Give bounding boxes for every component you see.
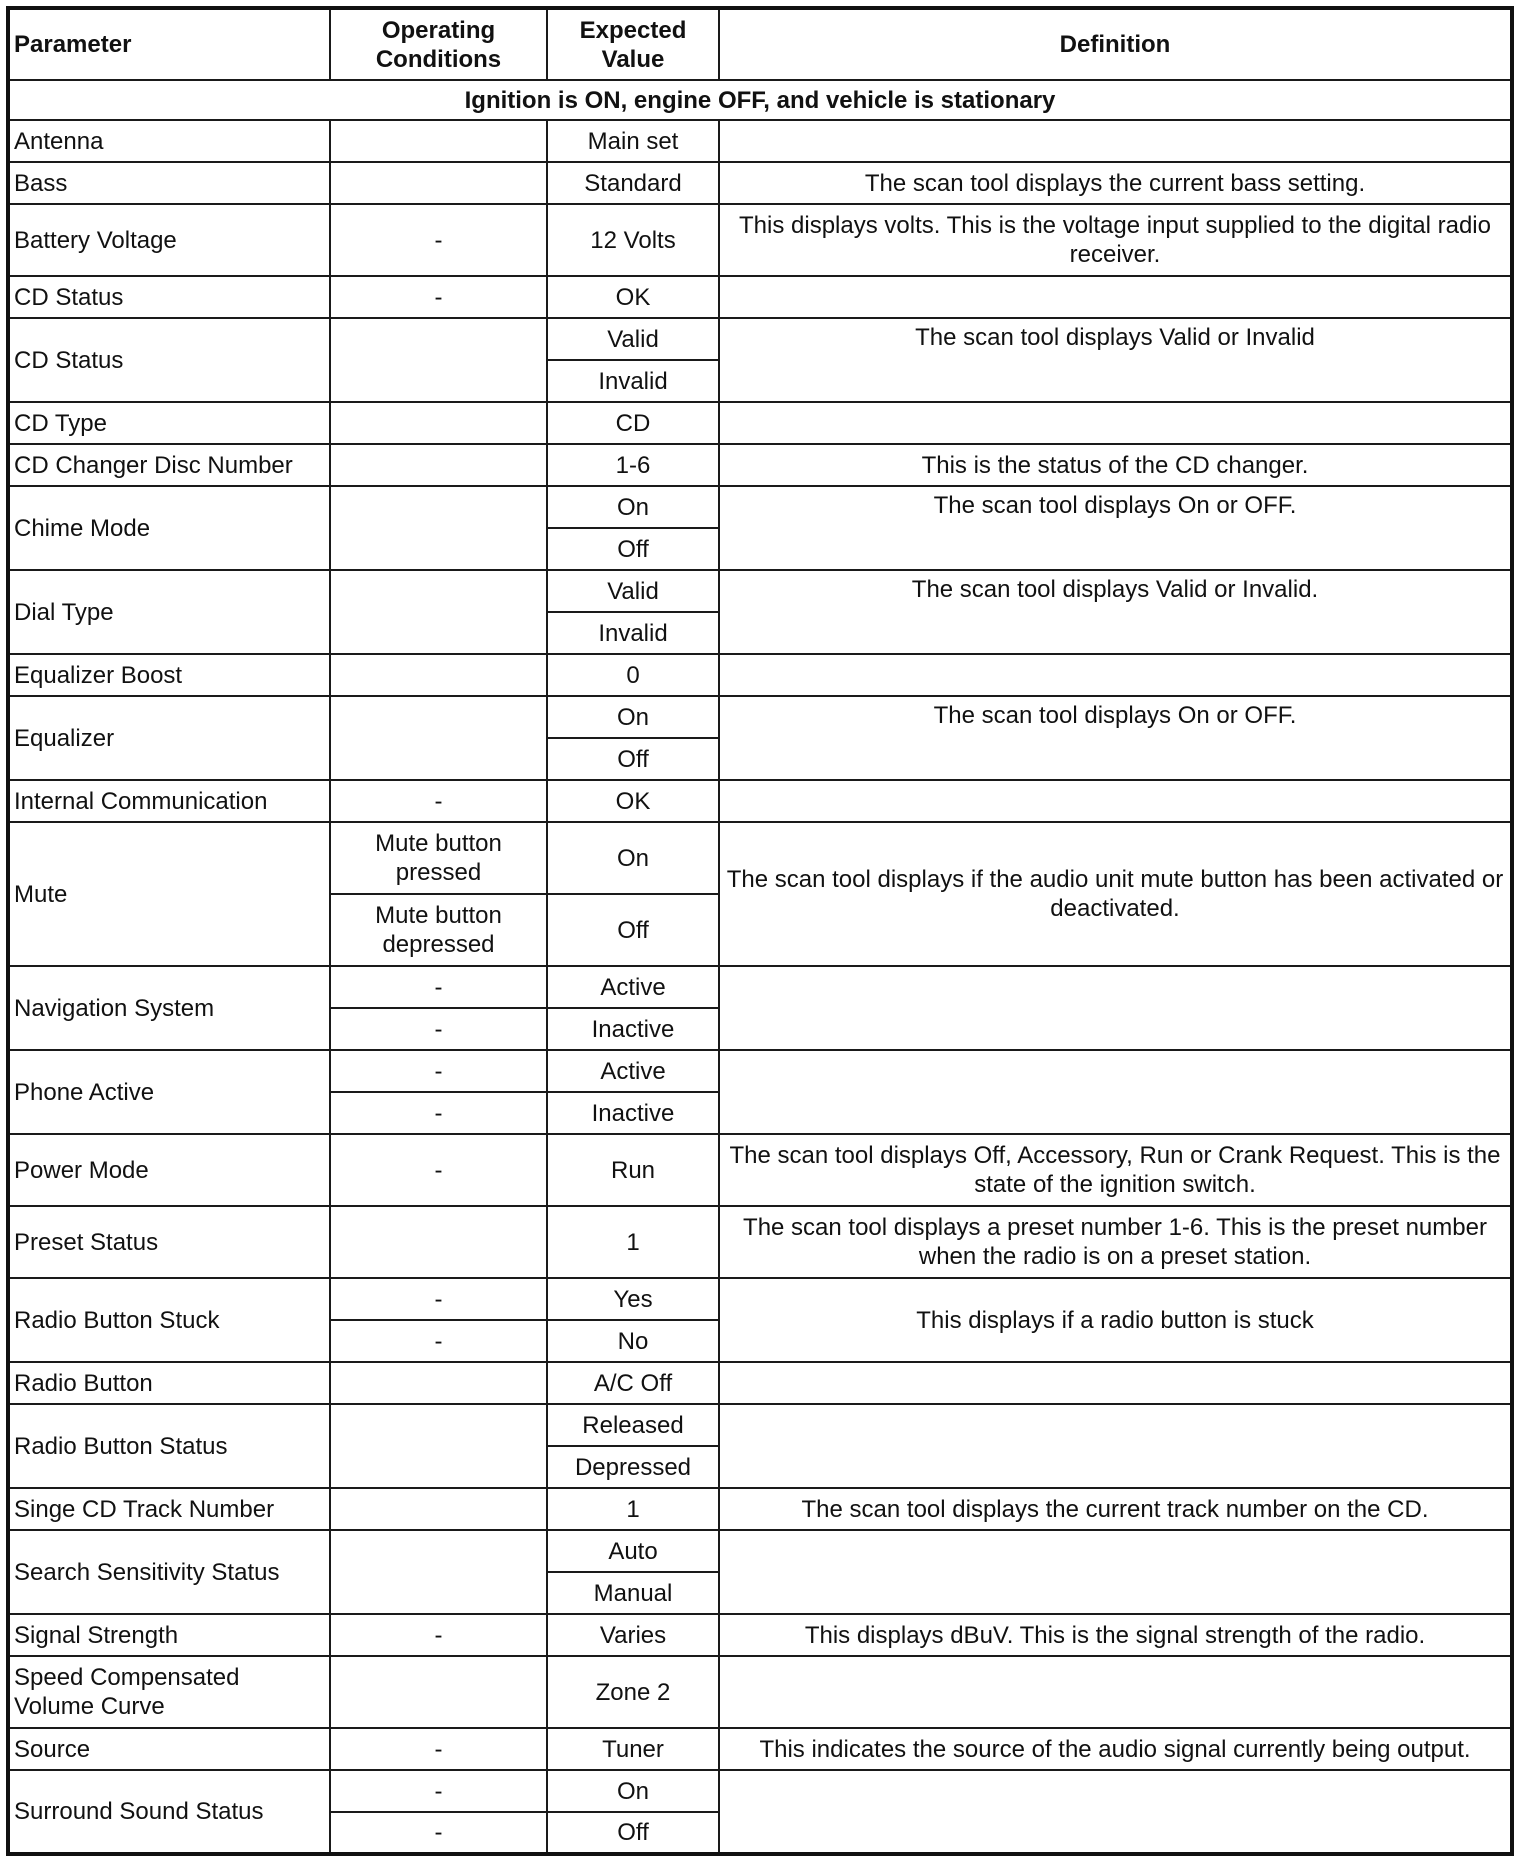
expected-value-cell: 1-6: [547, 444, 719, 486]
definition-cell: This displays dBuV. This is the signal strength of the radio.: [719, 1614, 1512, 1656]
expected-value-cell: 1: [547, 1488, 719, 1530]
operating-conditions-cell: [330, 120, 547, 162]
expected-value-cell: On: [547, 1770, 719, 1812]
expected-value-cell: OK: [547, 780, 719, 822]
table-row: [8, 1530, 1512, 1572]
definition-cell: [719, 120, 1512, 162]
definition-cell: The scan tool displays a preset number 1-6. This is the preset number when the radio is on a preset station.: [719, 1206, 1512, 1278]
operating-conditions-cell: [330, 1488, 547, 1530]
operating-conditions-cell: -: [330, 276, 547, 318]
parameter-cell: Battery Voltage: [8, 204, 330, 276]
expected-value-cell: Active: [547, 1050, 719, 1092]
definition-cell: The scan tool displays Valid or Invalid.: [719, 570, 1512, 654]
expected-value-cell: Depressed: [547, 1446, 719, 1488]
expected-value-cell: Off: [547, 894, 719, 966]
table-row: [8, 1404, 1512, 1446]
definition-cell: [719, 1770, 1512, 1854]
table-header-row: [8, 8, 1512, 80]
expected-value-cell: Standard: [547, 162, 719, 204]
parameter-cell: Search Sensitivity Status: [8, 1530, 330, 1614]
table-row: [8, 486, 1512, 528]
parameter-cell: CD Status: [8, 276, 330, 318]
parameter-cell: Internal Communication: [8, 780, 330, 822]
expected-value-cell: On: [547, 822, 719, 894]
header-expected-value: Expected Value: [547, 8, 719, 80]
parameter-cell: Source: [8, 1728, 330, 1770]
definition-cell: This is the status of the CD changer.: [719, 444, 1512, 486]
definition-cell: The scan tool displays the current track number on the CD.: [719, 1488, 1512, 1530]
definition-cell: [719, 402, 1512, 444]
expected-value-cell: 12 Volts: [547, 204, 719, 276]
definition-cell: The scan tool displays Off, Accessory, Run or Crank Request. This is the state of the ignition switch.: [719, 1134, 1512, 1206]
table-row: [8, 276, 1512, 318]
expected-value-cell: Yes: [547, 1278, 719, 1320]
expected-value-cell: On: [547, 696, 719, 738]
parameter-cell: Radio Button Stuck: [8, 1278, 330, 1362]
table-row: [8, 1206, 1512, 1278]
operating-conditions-cell: -: [330, 204, 547, 276]
section-row: [8, 80, 1512, 120]
table-row: [8, 1770, 1512, 1812]
table-row: [8, 162, 1512, 204]
table-row: [8, 1050, 1512, 1092]
definition-cell: The scan tool displays On or OFF.: [719, 486, 1512, 570]
definition-cell: [719, 1656, 1512, 1728]
parameter-cell: Radio Button: [8, 1362, 330, 1404]
operating-conditions-cell: -: [330, 780, 547, 822]
table-row: [8, 204, 1512, 276]
expected-value-cell: Run: [547, 1134, 719, 1206]
expected-value-cell: A/C Off: [547, 1362, 719, 1404]
definition-cell: The scan tool displays if the audio unit mute button has been activated or deactivated.: [719, 822, 1512, 966]
expected-value-cell: No: [547, 1320, 719, 1362]
definition-cell: [719, 1404, 1512, 1488]
table-row: [8, 780, 1512, 822]
expected-value-cell: Tuner: [547, 1728, 719, 1770]
header-definition: Definition: [719, 8, 1512, 80]
operating-conditions-cell: [330, 486, 547, 570]
table-row: [8, 1362, 1512, 1404]
definition-cell: [719, 966, 1512, 1050]
expected-value-cell: OK: [547, 276, 719, 318]
expected-value-cell: 0: [547, 654, 719, 696]
parameter-cell: Bass: [8, 162, 330, 204]
definition-cell: This displays volts. This is the voltage input supplied to the digital radio receiver.: [719, 204, 1512, 276]
definition-cell: This indicates the source of the audio signal currently being output.: [719, 1728, 1512, 1770]
expected-value-cell: Invalid: [547, 360, 719, 402]
expected-value-cell: 1: [547, 1206, 719, 1278]
expected-value-cell: Invalid: [547, 612, 719, 654]
operating-conditions-cell: -: [330, 1278, 547, 1320]
operating-conditions-cell: -: [330, 1770, 547, 1812]
definition-cell: The scan tool displays Valid or Invalid: [719, 318, 1512, 402]
expected-value-cell: Auto: [547, 1530, 719, 1572]
parameter-cell: Navigation System: [8, 966, 330, 1050]
table-row: [8, 402, 1512, 444]
operating-conditions-cell: -: [330, 1092, 547, 1134]
operating-conditions-cell: Mute button depressed: [330, 894, 547, 966]
table-row: [8, 822, 1512, 894]
operating-conditions-cell: -: [330, 966, 547, 1008]
operating-conditions-cell: [330, 444, 547, 486]
expected-value-cell: Released: [547, 1404, 719, 1446]
parameter-cell: Singe CD Track Number: [8, 1488, 330, 1530]
expected-value-cell: Active: [547, 966, 719, 1008]
expected-value-cell: On: [547, 486, 719, 528]
operating-conditions-cell: [330, 696, 547, 780]
parameter-cell: CD Status: [8, 318, 330, 402]
table-row: [8, 318, 1512, 360]
operating-conditions-cell: [330, 1362, 547, 1404]
definition-cell: [719, 780, 1512, 822]
parameter-cell: Phone Active: [8, 1050, 330, 1134]
parameter-cell: Equalizer Boost: [8, 654, 330, 696]
header-operating-conditions: Operating Conditions: [330, 8, 547, 80]
expected-value-cell: CD: [547, 402, 719, 444]
parameter-cell: CD Changer Disc Number: [8, 444, 330, 486]
operating-conditions-cell: -: [330, 1320, 547, 1362]
parameter-cell: CD Type: [8, 402, 330, 444]
expected-value-cell: Inactive: [547, 1008, 719, 1050]
parameter-cell: Equalizer: [8, 696, 330, 780]
table-row: [8, 1488, 1512, 1530]
expected-value-cell: Off: [547, 738, 719, 780]
parameter-cell: Speed Compensated Volume Curve: [8, 1656, 330, 1728]
operating-conditions-cell: [330, 570, 547, 654]
operating-conditions-cell: -: [330, 1050, 547, 1092]
parameter-cell: Dial Type: [8, 570, 330, 654]
definition-cell: [719, 1362, 1512, 1404]
expected-value-cell: Off: [547, 1812, 719, 1854]
parameter-cell: Chime Mode: [8, 486, 330, 570]
table-row: [8, 1134, 1512, 1206]
definition-cell: [719, 654, 1512, 696]
parameter-cell: Mute: [8, 822, 330, 966]
expected-value-cell: Manual: [547, 1572, 719, 1614]
table-row: [8, 966, 1512, 1008]
parameter-cell: Preset Status: [8, 1206, 330, 1278]
operating-conditions-cell: -: [330, 1812, 547, 1854]
operating-conditions-cell: [330, 654, 547, 696]
table-row: [8, 696, 1512, 738]
table-row: [8, 570, 1512, 612]
operating-conditions-cell: -: [330, 1134, 547, 1206]
operating-conditions-cell: -: [330, 1614, 547, 1656]
definition-cell: [719, 1050, 1512, 1134]
table-row: [8, 1656, 1512, 1728]
table-row: [8, 654, 1512, 696]
operating-conditions-cell: [330, 1404, 547, 1488]
operating-conditions-cell: [330, 1530, 547, 1614]
scan-tool-data-table: [6, 6, 1514, 1856]
expected-value-cell: Zone 2: [547, 1656, 719, 1728]
diagnostic-data-sheet: [6, 6, 1510, 1856]
operating-conditions-cell: [330, 162, 547, 204]
operating-conditions-cell: [330, 1206, 547, 1278]
operating-conditions-cell: [330, 1656, 547, 1728]
table-row: [8, 1728, 1512, 1770]
table-row: [8, 1278, 1512, 1320]
definition-cell: [719, 1530, 1512, 1614]
section-heading: Ignition is ON, engine OFF, and vehicle is stationary: [8, 80, 1512, 120]
definition-cell: The scan tool displays the current bass setting.: [719, 162, 1512, 204]
definition-cell: This displays if a radio button is stuck: [719, 1278, 1512, 1362]
operating-conditions-cell: -: [330, 1728, 547, 1770]
parameter-cell: Antenna: [8, 120, 330, 162]
expected-value-cell: Off: [547, 528, 719, 570]
expected-value-cell: Varies: [547, 1614, 719, 1656]
table-row: [8, 120, 1512, 162]
expected-value-cell: Inactive: [547, 1092, 719, 1134]
table-row: [8, 444, 1512, 486]
parameter-cell: Surround Sound Status: [8, 1770, 330, 1854]
table-row: [8, 1614, 1512, 1656]
header-parameter: Parameter: [8, 8, 330, 80]
operating-conditions-cell: [330, 402, 547, 444]
parameter-cell: Power Mode: [8, 1134, 330, 1206]
parameter-cell: Signal Strength: [8, 1614, 330, 1656]
operating-conditions-cell: -: [330, 1008, 547, 1050]
parameter-cell: Radio Button Status: [8, 1404, 330, 1488]
expected-value-cell: Main set: [547, 120, 719, 162]
expected-value-cell: Valid: [547, 570, 719, 612]
operating-conditions-cell: [330, 318, 547, 402]
definition-cell: [719, 276, 1512, 318]
expected-value-cell: Valid: [547, 318, 719, 360]
operating-conditions-cell: Mute button pressed: [330, 822, 547, 894]
definition-cell: The scan tool displays On or OFF.: [719, 696, 1512, 780]
